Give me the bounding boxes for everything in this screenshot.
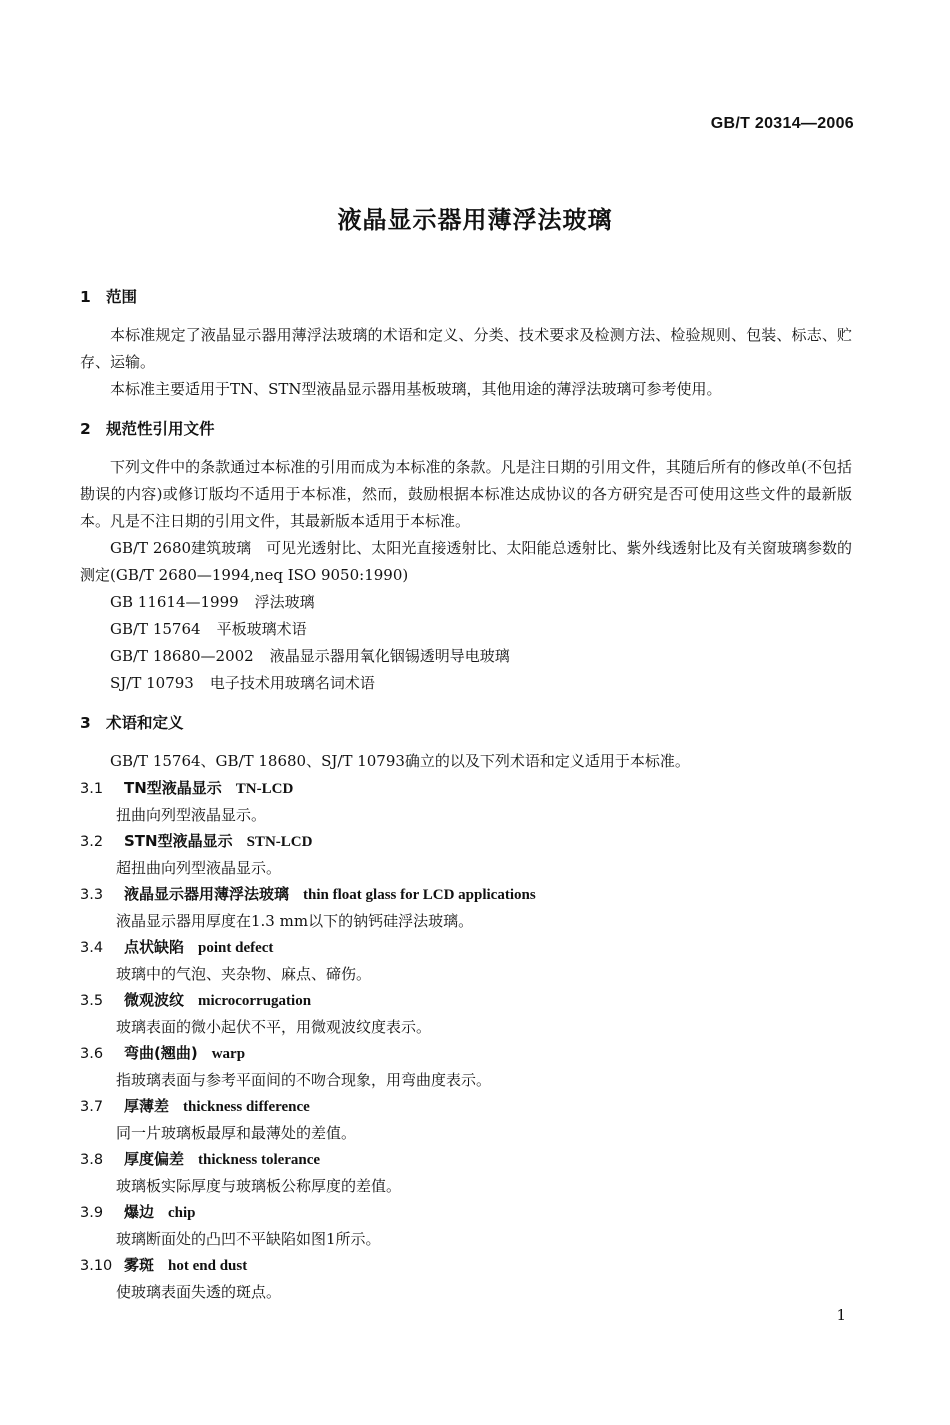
- reference-code: GB/T 15764: [110, 620, 201, 638]
- term-entry: [80, 934, 852, 961]
- term-definition: 玻璃断面处的凸凹不平缺陷如图1所示。: [116, 1229, 381, 1248]
- reference-code: SJ/T 10793: [110, 674, 194, 692]
- reference-code: GB 11614—1999: [110, 593, 239, 611]
- term-definition: 玻璃表面的微小起伏不平，用微观波纹度表示。: [116, 1017, 432, 1036]
- term-entry: [80, 1040, 852, 1067]
- term-name-cn: STN型液晶显示: [124, 832, 233, 850]
- section-title: 范围: [106, 288, 138, 306]
- document-body: [80, 286, 852, 1305]
- scope-paragraph-1: 本标准规定了液晶显示器用薄浮法玻璃的术语和定义、分类、技术要求及检测方法、检验规则、包装、标志、贮存、运输。: [80, 326, 852, 371]
- reference-item: [80, 643, 852, 670]
- term-definition: 使玻璃表面失透的斑点。: [116, 1282, 282, 1301]
- reference-title: 浮法玻璃: [254, 593, 315, 611]
- term-number: 3.9: [80, 1205, 104, 1221]
- term-name-en: microcorrugation: [198, 993, 312, 1009]
- term-number: 3.4: [80, 940, 104, 956]
- reference-item: [80, 670, 852, 697]
- term-number: 3.6: [80, 1046, 104, 1062]
- term-name-en: warp: [211, 1046, 246, 1062]
- term-name-cn: 液晶显示器用薄浮法玻璃: [124, 885, 290, 903]
- term-name-cn: 爆边: [124, 1203, 155, 1221]
- reference-code: GB/T 18680—2002: [110, 647, 254, 665]
- term-list: [80, 775, 852, 1305]
- term-number: 3.2: [80, 834, 104, 850]
- scope-paragraph-2: 本标准主要适用于TN、STN型液晶显示器用基板玻璃，其他用途的薄浮法玻璃可参考使用。: [110, 380, 722, 398]
- reference-title: 电子技术用玻璃名词术语: [209, 674, 375, 692]
- reference-item: [80, 589, 852, 616]
- terms-intro: GB/T 15764、GB/T 18680、SJ/T 10793确立的以及下列术语和定义适用于本标准。: [110, 752, 690, 770]
- term-number: 3.5: [80, 993, 104, 1009]
- section-heading-references: [80, 418, 852, 440]
- section-number: 2: [80, 420, 91, 438]
- term-number: 3.8: [80, 1152, 104, 1168]
- reference-item: [80, 535, 852, 589]
- reference-code: GB/T 2680: [110, 539, 192, 557]
- term-name-en: thickness tolerance: [198, 1152, 321, 1168]
- term-number: 3.1: [80, 781, 104, 797]
- term-name-cn: 点状缺陷: [124, 938, 185, 956]
- term-name-en: TN-LCD: [235, 781, 294, 797]
- reference-item: [80, 616, 852, 643]
- term-name-cn: 厚度偏差: [124, 1150, 185, 1168]
- standard-code: GB/T 20314—2006: [710, 115, 854, 132]
- section-title: 规范性引用文件: [106, 420, 215, 438]
- term-definition: 超扭曲向列型液晶显示。: [116, 858, 282, 877]
- term-definition: 玻璃板实际厚度与玻璃板公称厚度的差值。: [116, 1176, 402, 1195]
- term-entry: [80, 828, 852, 855]
- term-entry: [80, 1146, 852, 1173]
- term-name-en: hot end dust: [168, 1258, 248, 1274]
- term-definition: 玻璃中的气泡、夹杂物、麻点、碲伤。: [116, 964, 372, 983]
- term-entry: [80, 881, 852, 908]
- term-name-cn: 厚薄差: [124, 1097, 170, 1115]
- term-name-en: thin float glass for LCD applications: [303, 887, 536, 903]
- term-number: 3.10: [80, 1258, 113, 1274]
- references-intro: 下列文件中的条款通过本标准的引用而成为本标准的条款。凡是注日期的引用文件，其随后所有的修改单(不包括勘误的内容)或修订版均不适用于本标准，然而，鼓励根据本标准达成协议的各方研究是否可使用这些文件的最新版本。凡是不注日期的引用文件，其最新版本适用于本标准。: [80, 458, 852, 530]
- term-name-cn: 弯曲(翘曲): [124, 1044, 198, 1062]
- term-entry: [80, 1093, 852, 1120]
- section-heading-terms: [80, 712, 852, 734]
- section-heading-scope: [80, 286, 852, 308]
- term-name-en: thickness difference: [183, 1099, 310, 1115]
- term-entry: [80, 775, 852, 802]
- term-name-en: chip: [168, 1205, 196, 1221]
- term-definition: 液晶显示器用厚度在1.3 mm以下的钠钙硅浮法玻璃。: [116, 911, 474, 930]
- term-entry: [80, 1252, 852, 1279]
- reference-title: 液晶显示器用氧化铟锡透明导电玻璃: [269, 647, 510, 665]
- term-name-en: point defect: [198, 940, 274, 956]
- term-entry: [80, 1199, 852, 1226]
- section-number: 3: [80, 714, 91, 732]
- section-number: 1: [80, 288, 91, 306]
- term-definition: 同一片玻璃板最厚和最薄处的差值。: [116, 1123, 357, 1142]
- term-name-cn: TN型液晶显示: [124, 779, 222, 797]
- document-title: 液晶显示器用薄浮法玻璃: [337, 206, 613, 234]
- term-number: 3.3: [80, 887, 104, 903]
- term-entry: [80, 987, 852, 1014]
- section-title: 术语和定义: [106, 714, 184, 732]
- term-name-en: STN-LCD: [246, 834, 313, 850]
- term-definition: 扭曲向列型液晶显示。: [116, 805, 267, 824]
- reference-title: 建筑玻璃 可见光透射比、太阳光直接透射比、太阳能总透射比、紫外线透射比及有关窗玻璃参数的测定(GB/T 2680—1994,neq ISO 9050:1990): [80, 539, 852, 584]
- term-definition: 指玻璃表面与参考平面间的不吻合现象，用弯曲度表示。: [116, 1070, 492, 1089]
- term-name-cn: 雾斑: [124, 1256, 155, 1274]
- term-number: 3.7: [80, 1099, 104, 1115]
- reference-title: 平板玻璃术语: [216, 620, 307, 638]
- term-name-cn: 微观波纹: [124, 991, 185, 1009]
- page-number: 1: [836, 1306, 846, 1324]
